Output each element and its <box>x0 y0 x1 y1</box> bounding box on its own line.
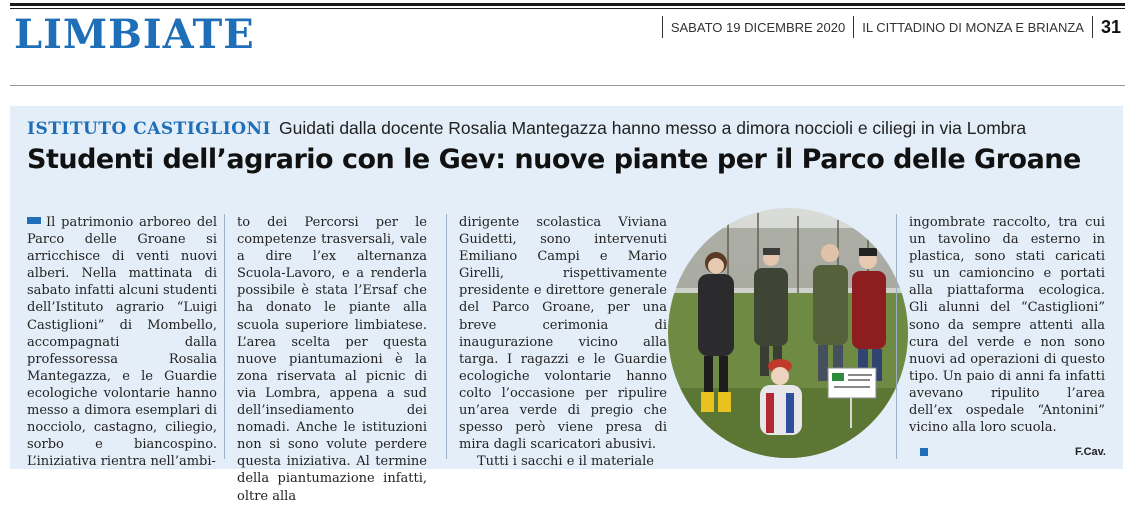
masthead <box>654 14 1121 40</box>
article-photo <box>668 208 908 458</box>
column-divider <box>896 214 897 459</box>
top-rule <box>10 3 1125 6</box>
lead-bullet-icon <box>27 217 41 224</box>
column-3-paragraph-2: Tutti i sacchi e il materiale <box>477 454 654 470</box>
end-bullet-icon <box>920 448 928 456</box>
column-2-text: to dei Percorsi per le competenze trasversali, vale a dire l’ex alternanza Scuola-Lavoro, e a renderla possibile è stata l’Ersaf che ha donato le piante alla scuola superiore limbiatese. L’area scelta per questa nuove piantumazioni è la zona riservata al picnic di via Lombra, appena a sud dell’insediamento dei nomadi. Anche le istituzioni non si sono volute perdere questa iniziativa. Al termine della piantumazione infatti, oltre alla <box>237 215 427 504</box>
masthead-divider <box>662 16 663 38</box>
article-column-1 <box>27 214 217 470</box>
column-1-text: Il patrimonio arboreo del Parco delle Groane si arricchisce di venti nuovi alberi. Nella mattinata di sabato infatti alcuni studenti dell’Istituto agrario “Luigi Castiglioni” di Mombello, accompagnati dalla professoressa Rosalia Mantegazza, e le Guardie ecologiche volontarie hanno messo a dimora esemplari di nocciolo, castagno, ciliegio, sorbo e biancospino. L’iniziativa rientra nell’ambi- <box>27 215 217 470</box>
section-title: LIMBIATE <box>14 11 255 58</box>
byline: F.Cav. <box>1075 446 1106 458</box>
top-rule-thin <box>10 8 1125 9</box>
kicker: ISTITUTO CASTIGLIONI <box>27 119 272 139</box>
article-column-2 <box>237 214 427 505</box>
header-rule <box>10 85 1125 86</box>
column-divider <box>446 214 447 459</box>
issue-date: SABATO 19 DICEMBRE 2020 <box>670 19 846 35</box>
subhead: Guidati dalla docente Rosalia Mantegazza hanno messo a dimora noccioli e ciliegi in via Lombra <box>279 118 1027 138</box>
article-panel <box>10 106 1123 504</box>
column-divider <box>224 214 225 459</box>
kicker-line <box>27 118 1026 139</box>
headline: Studenti dell’agrario con le Gev: nuove piante per il Parco delle Groane <box>27 144 1081 175</box>
column-3-text: dirigente scolastica Viviana Guidetti, sono intervenuti Emiliano Campi e Mario Girelli, rispettivamente presidente e direttore generale del Parco Groane, per una breve cerimonia di inaugurazione vicino alla targa. I ragazzi e le Guardie ecologiche volontarie hanno colto l’occasione per ripulire un’area verde di pregio che spesso però viene presa di mira dagli scaricatori abusivi. <box>459 215 667 453</box>
masthead-divider <box>1092 16 1093 38</box>
page-number: 31 <box>1100 16 1121 37</box>
article-column-4 <box>909 214 1105 436</box>
newspaper-name: IL CITTADINO DI MONZA E BRIANZA <box>862 19 1084 35</box>
column-4-text: ingombrate raccolto, tra cui un tavolino da esterno in plastica, sono stati caricati su un camioncino e portati alla piattaforma ecologica. Gli alunni del “Castiglioni” sono da sempre attenti alla cura del verde e non sono nuovi ad operazioni di questo tipo. Un paio di anni fa infatti avevano ripulito l’area dell’ex ospedale “Antonini” vicino alla loro scuola. <box>909 215 1105 436</box>
masthead-divider <box>853 16 854 38</box>
group-photo-icon <box>668 208 908 458</box>
byline-row <box>920 446 1106 458</box>
article-column-3 <box>459 214 667 470</box>
